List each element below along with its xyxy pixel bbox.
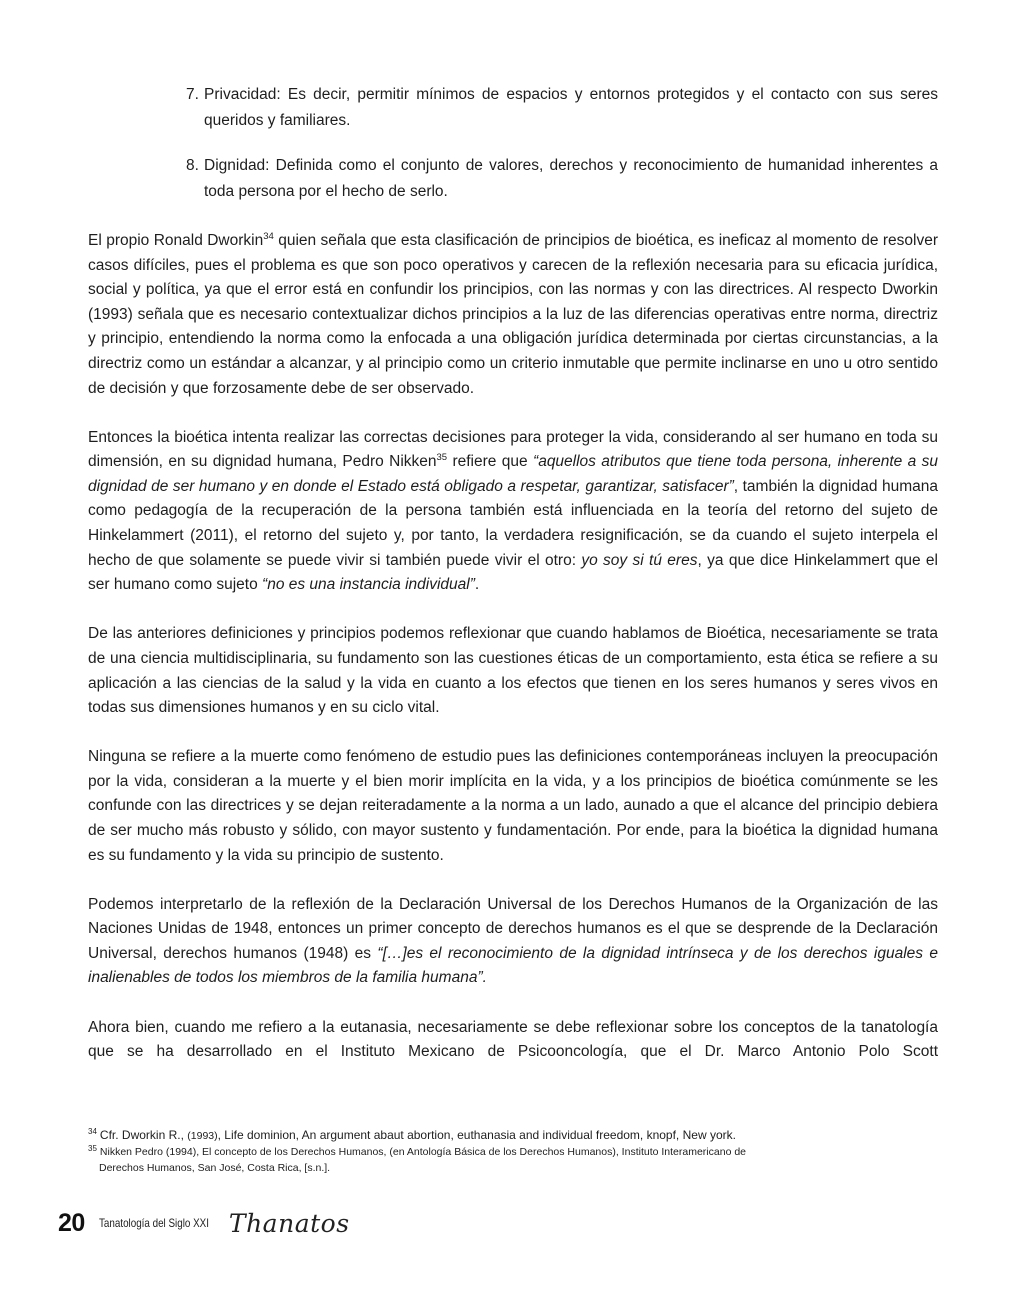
footnote-mark: 34 <box>88 1127 97 1136</box>
text-run: Podemos interpretarlo de la reflexión de la Declaración Universal de los Derechos Humanos de la Organización de las Naciones Unidas de 1948, entonces un primer concepto de derechos humanos es el que se desprende de la Declaración Universal, derechos humanos (1948) es <box>88 895 938 962</box>
paragraph-dworkin <box>88 229 938 401</box>
quote-yo-soy: yo soy si tú eres <box>581 551 698 569</box>
paragraph-definiciones: De las anteriores definiciones y principios podemos reflexionar que cuando hablamos de Bioética, necesariamente se trata de una ciencia multidisciplinaria, su fundamento son las cuestiones éticas de un comportamiento, esta ética se refiere a su aplicación a las ciencias de la salud y la vida en cuanto a los efectos que tienen en los seres humanos y seres vivos en todas sus dimensiones humanos y en su ciclo vital. <box>88 625 938 717</box>
quote-declaracion: “[…]es el reconocimiento de la dignidad intrínseca y de los derechos iguales e inalienables de todos los miembros de la familia humana”. <box>88 944 938 987</box>
list-item-text: Privacidad: Es decir, permitir mínimos de espacios y entornos protegidos y el contacto con sus seres queridos y familiares. <box>204 86 938 129</box>
quote-nikken: “aquellos atributos que tiene toda persona, inherente a su dignidad de ser humano y en donde el Estado está obligado a respetar, garantizar, satisfacer” <box>88 453 938 495</box>
quote-hinkelammert: “no es una instancia individual” <box>262 576 475 594</box>
paragraph-eutanasia: Ahora bien, cuando me refiero a la eutanasia, necesariamente se debe reflexionar sobre los conceptos de la tanatología que se ha desarrollado en el Instituto Mexicano de Psicooncología, que el Dr. Marco Antonio Polo Scott <box>88 1018 938 1061</box>
footnotes <box>88 1127 938 1176</box>
footnote-ref-34[interactable]: 34 <box>263 230 274 242</box>
numbered-list <box>186 82 938 224</box>
text-run: . <box>474 576 480 594</box>
list-item-text: Dignidad: Definida como el conjunto de valores, derechos y reconocimiento de humanidad inherentes a toda persona por el hecho de serlo. <box>204 157 938 200</box>
text-run: quien señala que esta clasificación de principios de bioética, es ineficaz al momento de resolver casos difíciles, pues el problema es que son poco operativos y carecen de la reflexión necesaria para su eficacia jurídica, social y política, ya que el error está en confundir los principios, con las normas y con las directrices. Al respecto Dworkin (1993) señala que es necesario contextualizar dichos principios a la luz de las diferencias operativas entre norma, directriz y principio, entendiendo la norma como la enfocada a una obligación jurídica determinada por ciertas circunstancias, a la directriz como un estándar a alcanzar, y al principio como un criterio inmutable que permite inclinarse en uno u otro sentido de decisión y que forzosamente debe de ser observado. <box>88 232 938 397</box>
footnote-ref-35[interactable]: 35 <box>436 452 448 464</box>
journal-name: Tanatología del Siglo XXI <box>98 1216 209 1230</box>
footnote-34 <box>88 1127 938 1144</box>
page-number: 20 <box>58 1208 85 1237</box>
list-item <box>186 153 938 204</box>
text-run: Cfr. Dworkin R., <box>99 1128 188 1142</box>
paragraph-nikken <box>88 426 938 598</box>
page-footer <box>58 1203 350 1243</box>
list-item <box>186 82 938 133</box>
footnote-35 <box>88 1144 938 1160</box>
text-run: El propio Ronald Dworkin <box>88 232 264 249</box>
text-run: , ya que dice Hinkelammert que el ser humano como sujeto <box>88 551 938 594</box>
footnote-35-continued: Derechos Humanos, San José, Costa Rica, [s.n.]. <box>99 1162 331 1174</box>
list-item-number: 8. <box>186 157 199 174</box>
body-text <box>88 229 938 1089</box>
text-run: Nikken Pedro (1994), El concepto de los Derechos Humanos, (en Antología Básica de los Derechos Humanos), Instituto Interamericano de <box>99 1146 746 1158</box>
paragraph-muerte: Ninguna se refiere a la muerte como fenómeno de estudio pues las definiciones contemporáneas incluyen la preocupación por la vida, consideran a la muerte y el bien morir implícita en la vida, y a los principios de bioética comúnmente se les confunde con las directrices y se dejan reiteradamente a la norma a un lado, aunado a que el alcance del principio debiera de ser mucho más robusto y sólido, con mayor sustento y fundamentación. Por ende, para la bioética la dignidad humana es su fundamento y la vida su principio de sustento. <box>88 748 938 864</box>
journal-logo: Thanatos <box>228 1208 350 1238</box>
footnote-mark: 35 <box>88 1143 97 1153</box>
text-run: (1993) <box>187 1130 218 1142</box>
text-run: , también la dignidad humana como pedagogía de la recuperación de la persona también está influenciada en la teoría del retorno del sujeto de Hinkelammert (2011), el retorno del sujeto y, por tanto, la verdadera resignificación, se da cuando el sujeto interpela el hecho de que solamente se puede vivir si también puede vivir el otro: <box>88 477 938 569</box>
text-run: Entonces la bioética intenta realizar las correctas decisiones para proteger la vida, considerando al ser humano en toda su dimensión, en su dignidad humana, Pedro Nikken <box>88 428 938 471</box>
text-run: refiere que <box>447 453 534 471</box>
text-run: , Life dominion, An argument abaut abortion, euthanasia and individual freedom, knopf, New york. <box>217 1128 736 1142</box>
list-item-number: 7. <box>186 86 199 103</box>
paragraph-declaracion <box>88 893 938 991</box>
